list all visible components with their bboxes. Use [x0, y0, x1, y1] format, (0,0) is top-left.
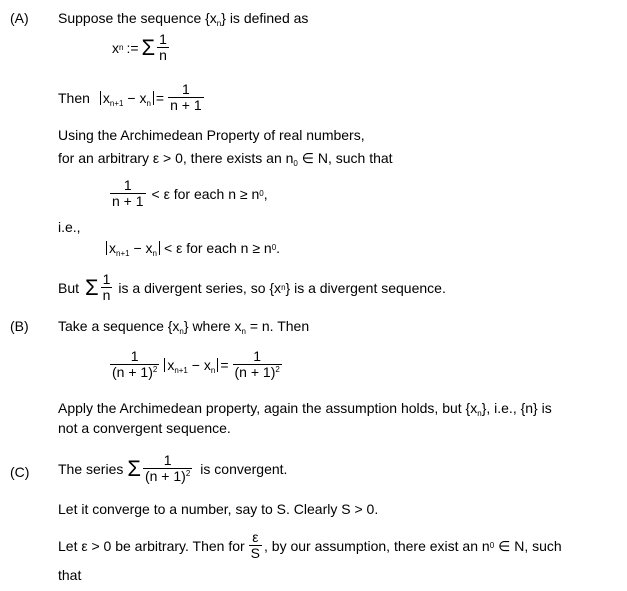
c-let-line: Let it converge to a number, say to S. Clearly S > 0. — [58, 501, 379, 517]
a-but-fraction: $\frac{1}{n}$ — [102, 271, 111, 303]
b-equation: $\frac{1}{(n + 1)^2}$ $x_{n+1} - x_n$ = $\frac{1}{(n + 1)^2}$ — [112, 348, 280, 380]
b-apply-line-2: not a convergent sequence. — [58, 420, 231, 436]
a-definition: x n := Σ $\frac{1}{n}$ — [112, 31, 167, 63]
label-b: (B) — [10, 318, 29, 334]
a-but-line: But Σ $\frac{1}{n}$ is a divergent series, so {x n } is a divergent sequence. — [58, 271, 446, 303]
a-then: Then $x_{n+1} - x_n$ = $\frac{1}{n + 1}$ — [58, 81, 202, 113]
b-apply-line-1: Apply the Archimedean property, again the assumption holds, but $\{x_n\}$, i.e., {n} is — [58, 400, 552, 418]
a-arbitrary-line: for an arbitrary ε > 0, there exists an $n_0$ ∈ N, such that — [58, 150, 393, 168]
a-ie: i.e., — [58, 219, 81, 235]
a-intro: Suppose the sequence $\{x_n\}$ is defined as — [58, 10, 309, 28]
b-fraction-left: $\frac{1}{(n + 1)^2}$ — [112, 348, 158, 380]
c-eps-fraction: $\frac{\varepsilon}{S}$ — [250, 529, 260, 561]
a-then-fraction: $\frac{1}{n + 1}$ — [170, 81, 202, 113]
a-ineq-fraction: $\frac{1}{n + 1}$ — [112, 177, 144, 209]
c-epsilon-line: Let ε > 0 be arbitrary. Then for $\frac{\varepsilon}{S}$ , by our assumption, there exist an n 0 ∈ N, such — [58, 529, 562, 561]
label-a: (A) — [10, 10, 29, 26]
b-fraction-right: $\frac{1}{(n + 1)^2}$ — [234, 348, 280, 380]
a-using-line: Using the Archimedean Property of real numbers, — [58, 127, 365, 143]
a-def-fraction: $\frac{1}{n}$ — [159, 31, 167, 63]
b-intro: Take a sequence $\{x_n\}$ where $x_n = n$. Then — [58, 318, 310, 336]
c-series-fraction: $\frac{1}{(n + 1)^2}$ — [144, 452, 191, 484]
a-inequality: $\frac{1}{n + 1}$ < ε for each n ≥ n 0 , — [112, 177, 268, 209]
a-ie-expression: $x_{n+1} - x_n$ < ε for each n ≥ n 0 . — [106, 240, 280, 256]
label-c: (C) — [10, 464, 30, 480]
c-series-line: The series Σ $\frac{1}{(n + 1)^2}$ is convergent. — [58, 452, 288, 484]
c-that: that — [58, 567, 82, 583]
